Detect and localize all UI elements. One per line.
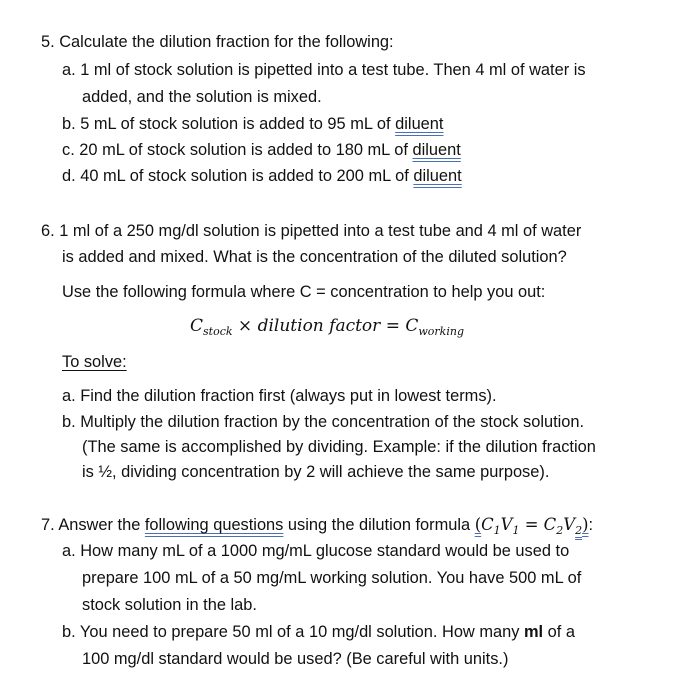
q7-a-line1: a. How many mL of a 1000 mg/mL glucose standard would be used to [62, 542, 570, 560]
q7-formula-equals: = [519, 515, 544, 534]
q6-line1: 6. 1 ml of a 250 mg/dl solution is pipetted into a test tube and 4 ml of water [41, 222, 582, 240]
q6-formula [190, 315, 464, 343]
q7-c1: C [481, 515, 494, 534]
q7-a-line3: stock solution in the lab. [82, 596, 257, 614]
q7-title-pre: 7. Answer the [41, 516, 145, 534]
formula-c-working: C [405, 316, 419, 336]
q5-title: 5. Calculate the dilution fraction for the following: [41, 33, 394, 51]
q7-v1: V [500, 515, 513, 534]
q5-d-text: d. 40 mL of stock solution is added to 200 mL of [62, 167, 414, 185]
q5-a-line2: added, and the solution is mixed. [82, 88, 322, 106]
q7-b-line1 [62, 622, 575, 642]
q5-d [62, 166, 462, 186]
q7-v1-sub: 1 [512, 524, 520, 537]
q5-d-diluent: diluent [413, 167, 462, 185]
q7-b-line2: 100 mg/dl standard would be used? (Be careful with units.) [82, 650, 509, 668]
q6-b-line3: is ½, dividing concentration by 2 will achieve the same purpose). [82, 463, 550, 481]
q6-line2: is added and mixed. What is the concentration of the diluted solution? [62, 248, 567, 266]
q5-b [62, 114, 443, 134]
q7-c2-sub: 2 [556, 524, 564, 537]
q7-a-line2: prepare 100 mL of a 50 mg/mL working solution. You have 500 mL of [82, 569, 582, 587]
formula-times: × [232, 316, 258, 336]
q7-formula [474, 515, 589, 537]
q7-c2: C [543, 515, 557, 534]
q7-title-mid: using the dilution formula [283, 516, 475, 534]
q6-b-line1: b. Multiply the dilution fraction by the concentration of the stock solution. [62, 413, 585, 431]
formula-c-stock: C [190, 316, 204, 336]
q5-a-line1: a. 1 ml of stock solution is pipetted into a test tube. Then 4 ml of water is [62, 61, 586, 79]
q5-b-diluent: diluent [395, 115, 444, 133]
formula-working-sub: working [418, 325, 464, 338]
q6-b-line2: (The same is accomplished by dividing. Example: if the dilution fraction [82, 438, 596, 456]
q7-v2-sub: 2 [575, 524, 583, 537]
q5-c [62, 140, 461, 160]
q7-formula-open: ( [474, 515, 482, 534]
q7-v2: V [563, 515, 576, 534]
q5-c-text: c. 20 mL of stock solution is added to 180 mL of [62, 141, 413, 159]
q7-formula-close: ) [582, 515, 589, 534]
q7-b-post: of a [543, 623, 576, 641]
formula-dilution-factor: dilution factor [257, 316, 381, 336]
q5-b-text: b. 5 mL of stock solution is added to 95 mL of [62, 115, 396, 133]
q5-c-diluent: diluent [412, 141, 461, 159]
formula-stock-sub: stock [203, 325, 233, 338]
q6-formula-intro: Use the following formula where C = concentration to help you out: [62, 283, 546, 301]
q7-title [41, 515, 593, 541]
q6-to-solve: To solve: [62, 353, 127, 371]
q7-b-pre: b. You need to prepare 50 ml of a 10 mg/dl solution. How many [62, 623, 524, 641]
formula-equals: = [380, 316, 406, 336]
q7-b-bold: ml [523, 623, 544, 641]
q6-a: a. Find the dilution fraction first (always put in lowest terms). [62, 387, 497, 405]
q7-title-end: : [588, 516, 594, 534]
q7-c1-sub: 1 [493, 524, 501, 537]
q7-title-link: following questions [144, 516, 284, 534]
